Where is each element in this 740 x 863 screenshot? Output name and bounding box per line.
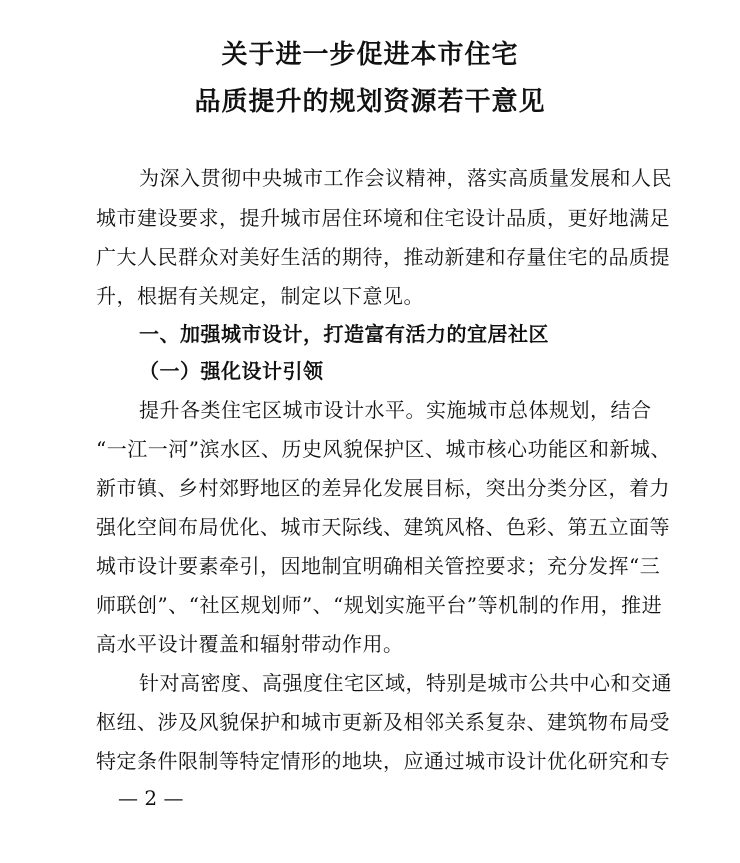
document-title-line-1: 关于进一步促进本市住宅	[221, 40, 519, 70]
paragraph2-line-3: 特定条件限制等特定情形的地块，应通过城市设计优化研究和专	[96, 749, 670, 773]
paragraph1-line-4: 强化空间布局优化、城市天际线、建筑风格、色彩、第五立面等	[96, 515, 670, 539]
paragraph1-line-7: 高水平设计覆盖和辐射带动作用。	[96, 632, 404, 656]
paragraph1-line-3: 新市镇、乡村郊野地区的差异化发展目标，突出分类分区，着力	[96, 476, 670, 500]
section-heading: 一、加强城市设计，打造富有活力的宜居社区	[139, 322, 549, 346]
paragraph2-line-2: 枢纽、涉及风貌保护和城市更新及相邻关系复杂、建筑物布局受	[96, 710, 670, 734]
paragraph1-line-2: “一江一河”滨水区、历史风貌保护区、城市核心功能区和新城、	[96, 437, 671, 461]
page-number: — 2 —	[118, 786, 184, 810]
intro-line-4: 升，根据有关规定，制定以下意见。	[96, 284, 424, 308]
document-title-line-2: 品质提升的规划资源若干意见	[194, 87, 546, 117]
paragraph2-line-1: 针对高密度、高强度住宅区域，特别是城市公共中心和交通	[139, 671, 672, 695]
intro-line-1: 为深入贯彻中央城市工作会议精神，落实高质量发展和人民	[139, 166, 672, 190]
intro-line-2: 城市建设要求，提升城市居住环境和住宅设计品质，更好地满足	[96, 206, 670, 230]
intro-line-3: 广大人民群众对美好生活的期待，推动新建和存量住宅的品质提	[96, 245, 670, 269]
paragraph1-line-1: 提升各类住宅区城市设计水平。实施城市总体规划，结合	[139, 398, 652, 422]
paragraph1-line-6: 师联创”、“社区规划师”、“规划实施平台”等机制的作用，推进	[96, 593, 663, 617]
subsection-heading: （一）强化设计引领	[139, 359, 324, 383]
paragraph1-line-5: 城市设计要素牵引，因地制宜明确相关管控要求；充分发挥“三	[96, 554, 661, 578]
